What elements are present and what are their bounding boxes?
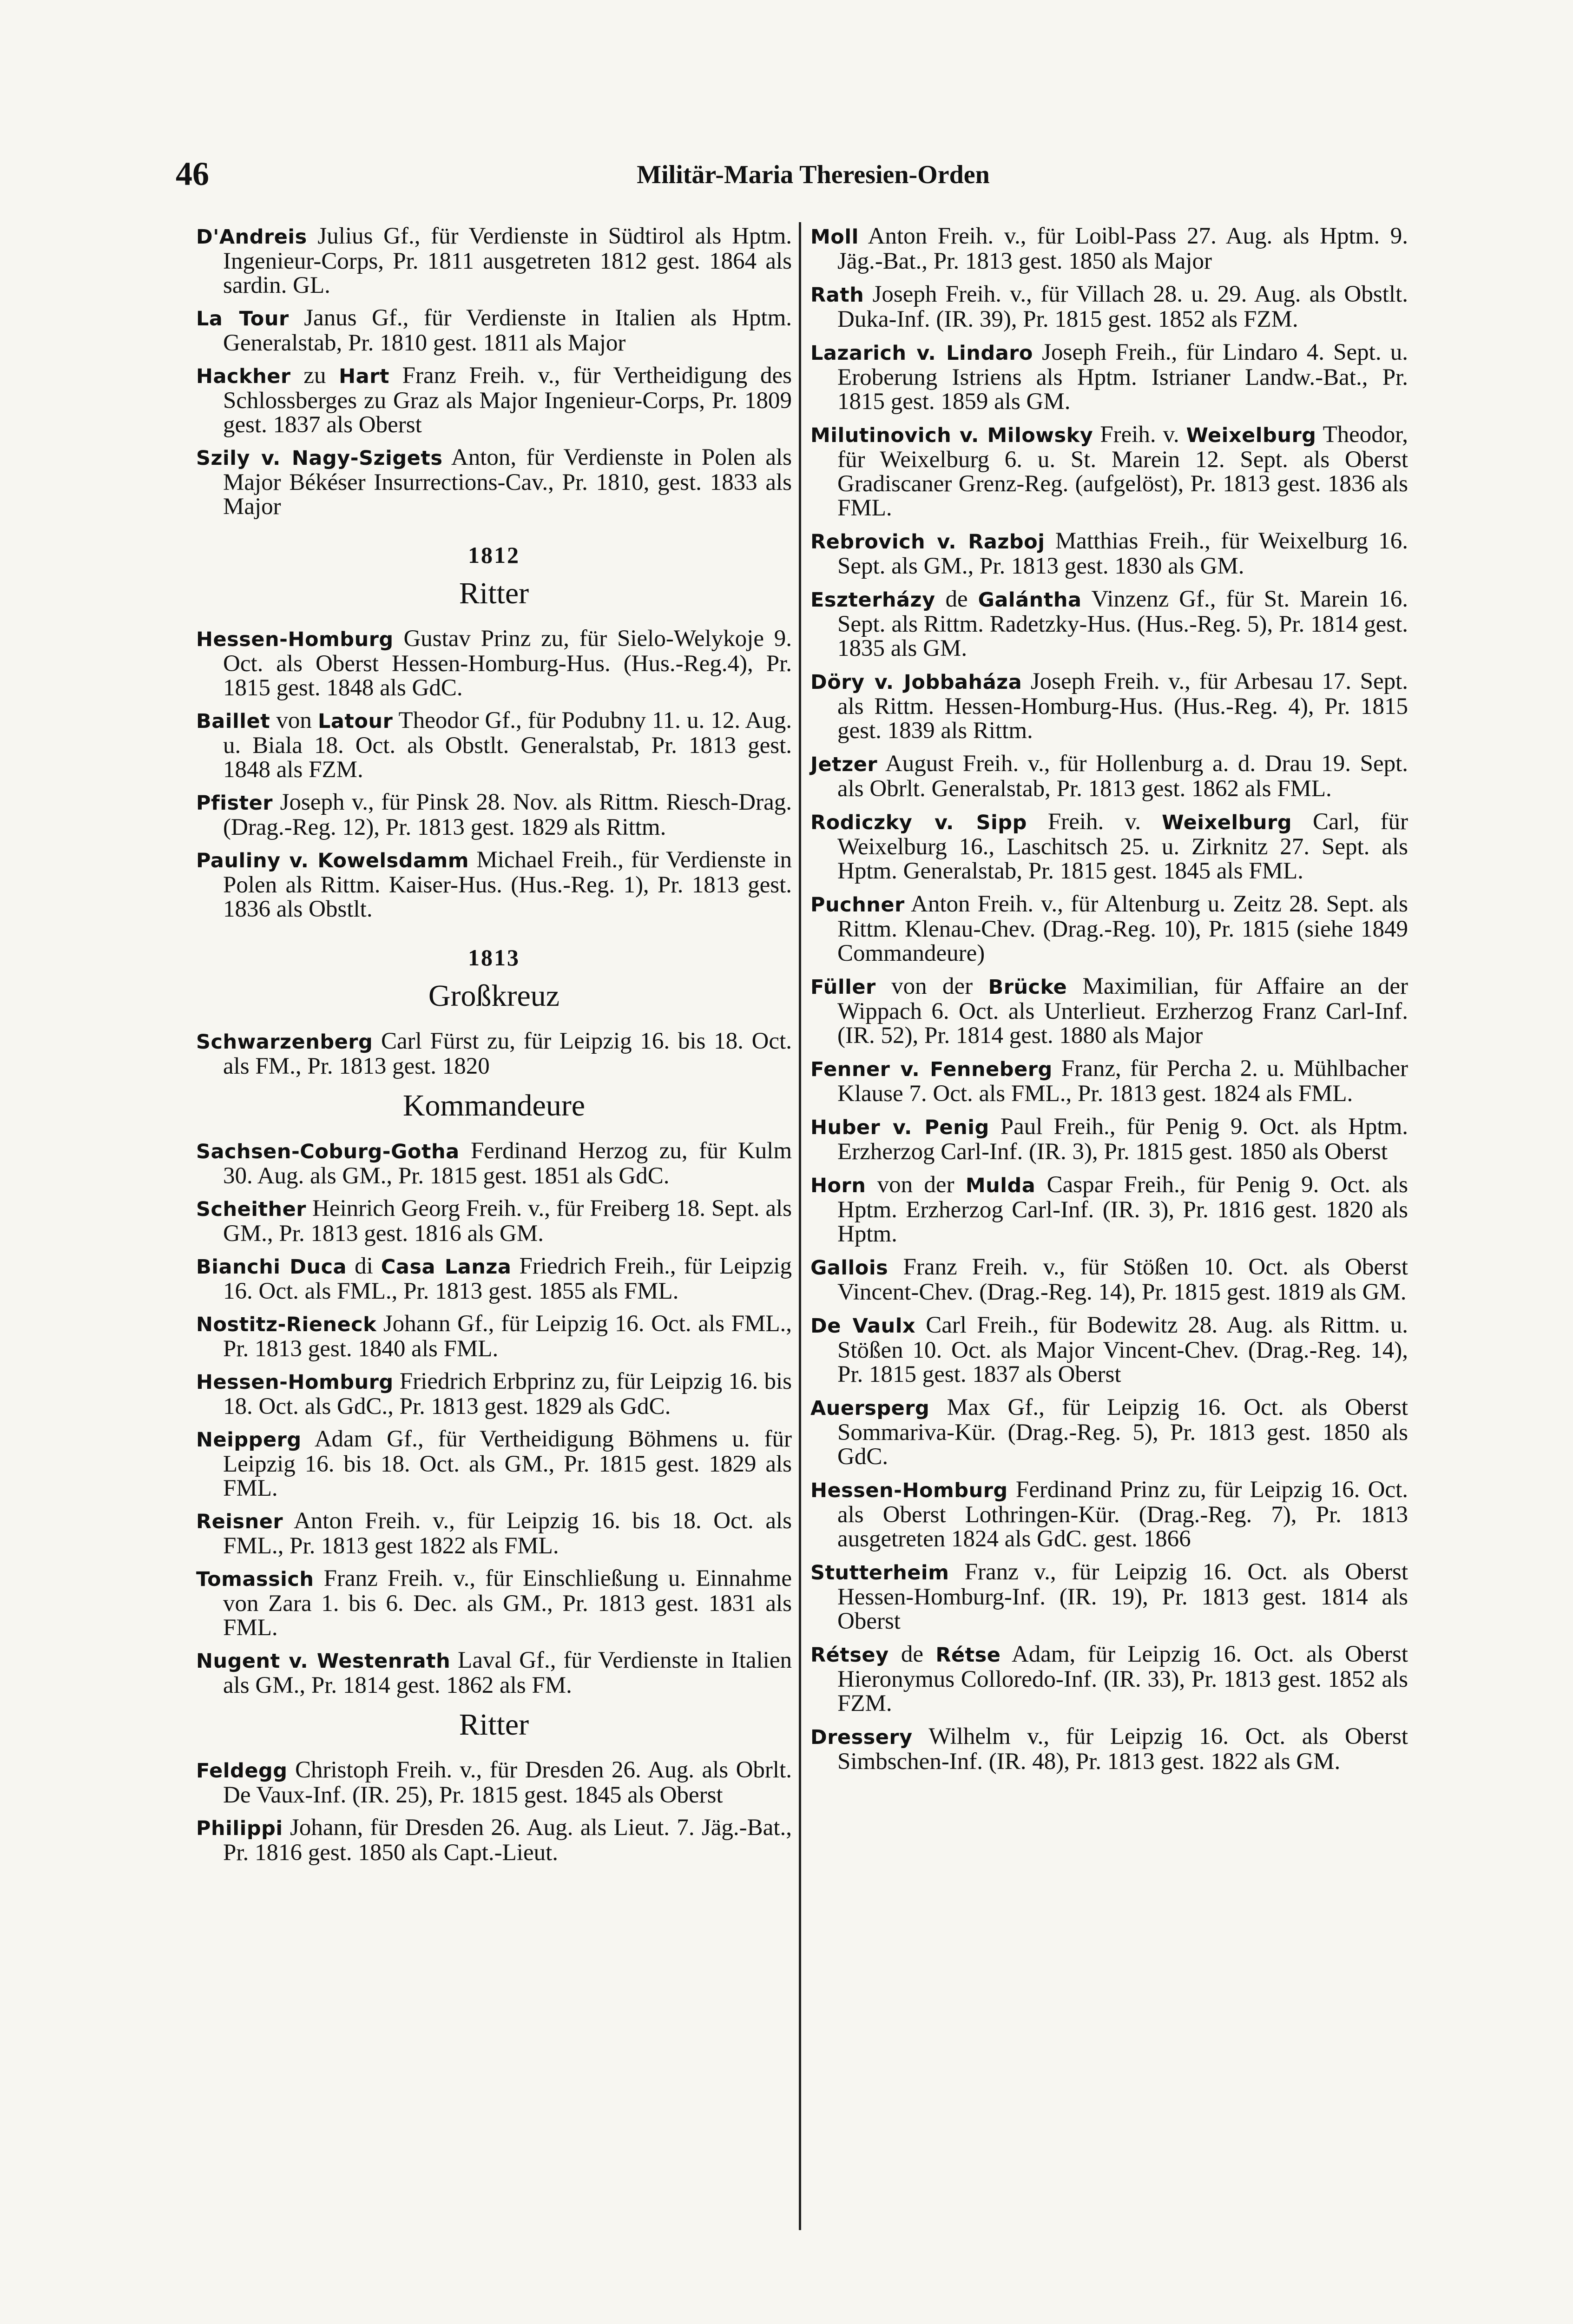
entry-name: Dressery bbox=[810, 1726, 913, 1749]
entry-name: Rétse bbox=[935, 1644, 1001, 1667]
entry-text: Franz, für Percha 2. u. Mühlbacher Klause 7. Oct. als FML., Pr. 1813 gest. 1824 als FML. bbox=[837, 1056, 1408, 1107]
entry-text: Maximilian, für Affaire an der Wippach 6. Oct. als Unterlieut. Erzherzog Franz Carl-Inf. (IR. 52), Pr. 1814 gest. 1880 als Major bbox=[837, 973, 1408, 1049]
section-heading-grosskreuz: Großkreuz bbox=[428, 979, 560, 1013]
page-number: 46 bbox=[176, 155, 209, 192]
order-entry bbox=[196, 848, 792, 921]
entry-text: Adam Gf., für Vertheidigung Böhmens u. für Leipzig 16. bis 18. Oct. als GM., Pr. 1815 gest. 1829 als FML. bbox=[223, 1426, 792, 1501]
entry-group-grosskreuz bbox=[196, 1029, 792, 1078]
entry-name: Rebrovich v. Razboj bbox=[810, 530, 1045, 554]
order-entry bbox=[196, 627, 792, 700]
entry-text: Caspar Freih., für Penig 9. Oct. als Hptm. Erzherzog Carl-Inf. (IR. 3), Pr. 1816 gest. 1820 als Hptm. bbox=[837, 1172, 1408, 1247]
order-entry bbox=[810, 423, 1408, 520]
right-column bbox=[810, 224, 1408, 1783]
order-entry bbox=[196, 1139, 792, 1188]
entry-text: Franz v., für Leipzig 16. Oct. als Oberst Hessen-Homburg-Inf. (IR. 19), Pr. 1813 gest. 1814 als Oberst bbox=[837, 1559, 1408, 1634]
entry-text: Friedrich Erbprinz zu, für Leipzig 16. bis 18. Oct. als GdC., Pr. 1813 gest. 1829 als GdC. bbox=[223, 1368, 792, 1419]
order-entry bbox=[196, 224, 792, 297]
order-entry bbox=[810, 1173, 1408, 1246]
entry-name: Jetzer bbox=[810, 753, 878, 776]
order-entry bbox=[196, 1648, 792, 1697]
entry-text: Friedrich Freih., für Leipzig 16. Oct. als FML., Pr. 1813 gest. 1855 als FML. bbox=[223, 1253, 792, 1304]
entry-name: Horn bbox=[810, 1174, 866, 1197]
entry-name: Casa Lanza bbox=[381, 1255, 512, 1279]
entry-group-ritter-1812 bbox=[196, 627, 792, 921]
entry-text: von der bbox=[875, 973, 988, 999]
entry-text: di bbox=[347, 1253, 381, 1279]
entry-text: Max Gf., für Leipzig 16. Oct. als Oberst Sommariva-Kür. (Drag.-Reg. 5), Pr. 1813 gest. 1850 als GdC. bbox=[837, 1394, 1408, 1470]
entry-name: Eszterházy bbox=[810, 588, 935, 612]
entry-name: Brücke bbox=[988, 976, 1067, 999]
order-entry bbox=[810, 529, 1408, 578]
order-entry bbox=[810, 1642, 1408, 1716]
entry-text: Anton, für Verdienste in Polen als Major Békéser Insurrections-Cav., Pr. 1810, gest. 1833 als Major bbox=[223, 444, 792, 520]
order-entry bbox=[196, 363, 792, 437]
entry-name: Hackher bbox=[196, 365, 291, 388]
order-entry bbox=[810, 752, 1408, 801]
entry-name: Fenner v. Fenneberg bbox=[810, 1058, 1053, 1081]
year-heading-1813: 1813 bbox=[468, 944, 520, 971]
entry-name: Galántha bbox=[978, 588, 1082, 612]
entry-text: Anton Freih. v., für Leipzig 16. bis 18. Oct. als FML., Pr. 1813 gest 1822 als FML. bbox=[223, 1508, 792, 1559]
entry-text: August Freih. v., für Hollenburg a. d. Drau 19. Sept. als Obrlt. Generalstab, Pr. 1813 gest. 1862 als FML. bbox=[837, 751, 1408, 802]
order-entry bbox=[810, 810, 1408, 883]
entry-name: Rétsey bbox=[810, 1644, 889, 1667]
entry-text: Anton Freih. v., für Altenburg u. Zeitz 28. Sept. als Rittm. Klenau-Chev. (Drag.-Reg. 10), Pr. 1815 (siehe 1849 Commandeure) bbox=[837, 891, 1408, 966]
order-entry bbox=[196, 790, 792, 839]
section-heading-ritter-1813: Ritter bbox=[459, 1708, 529, 1742]
entry-name: Rath bbox=[810, 284, 864, 307]
entry-group-ritter-1813 bbox=[196, 1758, 792, 1865]
entry-text: Franz Freih. v., für Einschließung u. Einnahme von Zara 1. bis 6. Dec. als GM., Pr. 1813 gest. 1831 als FML. bbox=[223, 1565, 792, 1641]
order-entry bbox=[810, 974, 1408, 1048]
entry-name: Moll bbox=[810, 225, 859, 249]
entry-name: Latour bbox=[318, 710, 393, 733]
entry-name: Stutterheim bbox=[810, 1561, 949, 1585]
entry-name: Nugent v. Westenrath bbox=[196, 1650, 451, 1673]
entry-text: Vinzenz Gf., für St. Marein 16. Sept. als Rittm. Radetzky-Hus. (Hus.-Reg. 5), Pr. 1814 gest. 1835 als GM. bbox=[837, 586, 1408, 661]
entry-name: Nostitz-Rieneck bbox=[196, 1313, 377, 1336]
entry-text: Johann Gf., für Leipzig 16. Oct. als FML., Pr. 1813 gest. 1840 als FML. bbox=[223, 1311, 792, 1362]
entry-name: Bianchi Duca bbox=[196, 1255, 347, 1279]
entry-name: Hessen-Homburg bbox=[196, 1371, 394, 1394]
entry-name: Hessen-Homburg bbox=[810, 1479, 1008, 1502]
order-entry bbox=[810, 1395, 1408, 1469]
entry-text: Ferdinand Herzog zu, für Kulm 30. Aug. als GM., Pr. 1815 gest. 1851 als GdC. bbox=[223, 1138, 792, 1189]
order-entry bbox=[196, 708, 792, 782]
entry-text: Theodor, für Weixelburg 6. u. St. Marein 12. Sept. als Oberst Gradiscaner Grenz-Reg. (aufgelöst), Pr. 1813 gest. 1836 als FML. bbox=[837, 422, 1408, 521]
entry-text: Franz Freih. v., für Vertheidigung des Schlossberges zu Graz als Major Ingenieur-Corps, Pr. 1809 gest. 1837 als Oberst bbox=[223, 363, 792, 438]
entry-text: de bbox=[935, 586, 978, 612]
entry-text: Christoph Freih. v., für Dresden 26. Aug. als Obrlt. De Vaux-Inf. (IR. 25), Pr. 1815 gest. 1845 als Oberst bbox=[223, 1757, 792, 1808]
section-heading-kommandeure: Kommandeure bbox=[402, 1089, 586, 1122]
entry-text: Carl Freih., für Bodewitz 28. Aug. als Rittm. u. Stößen 10. Oct. als Major Vincent-Chev. (Drag.-Reg. 14), Pr. 1815 gest. 1837 als Oberst bbox=[837, 1312, 1408, 1387]
column-divider bbox=[799, 222, 801, 2230]
entry-name: Milutinovich v. Milowsky bbox=[810, 424, 1093, 447]
order-entry bbox=[810, 1255, 1408, 1304]
order-entry bbox=[810, 1478, 1408, 1551]
order-entry bbox=[196, 1369, 792, 1419]
order-entry bbox=[196, 1566, 792, 1640]
order-entry bbox=[196, 1254, 792, 1303]
left-column bbox=[196, 224, 792, 1873]
order-entry bbox=[196, 1312, 792, 1361]
order-entry bbox=[810, 587, 1408, 660]
entry-name: Gallois bbox=[810, 1256, 889, 1280]
entry-text: Carl Fürst zu, für Leipzig 16. bis 18. Oct. als FM., Pr. 1813 gest. 1820 bbox=[223, 1028, 792, 1079]
entry-name: De Vaulx bbox=[810, 1314, 916, 1338]
entry-name: Baillet bbox=[196, 710, 270, 733]
entry-text: Ferdinand Prinz zu, für Leipzig 16. Oct. als Oberst Lothringen-Kür. (Drag.-Reg. 7), Pr. 1813 ausgetreten 1824 als GdC. gest. 1866 bbox=[837, 1477, 1408, 1552]
entry-name: Sachsen-Coburg-Gotha bbox=[196, 1140, 460, 1163]
entry-name: Huber v. Penig bbox=[810, 1116, 989, 1139]
entry-name: Rodiczky v. Sipp bbox=[810, 811, 1027, 834]
entry-name: Feldegg bbox=[196, 1759, 288, 1783]
entry-name: Lazarich v. Lindaro bbox=[810, 342, 1033, 365]
entry-name: Füller bbox=[810, 976, 876, 999]
entry-name: Hessen-Homburg bbox=[196, 628, 394, 651]
entry-group-kommandeure bbox=[196, 1139, 792, 1697]
entry-text: Matthias Freih., für Weixelburg 16. Sept. als GM., Pr. 1813 gest. 1830 als GM. bbox=[837, 528, 1408, 579]
entry-name: La Tour bbox=[196, 307, 289, 330]
entry-text: Paul Freih., für Penig 9. Oct. als Hptm. Erzherzog Carl-Inf. (IR. 3), Pr. 1815 gest. 1850 als Oberst bbox=[837, 1114, 1408, 1165]
order-entry bbox=[196, 1758, 792, 1807]
entry-text: Janus Gf., für Verdienste in Italien als Hptm. Generalstab, Pr. 1810 gest. 1811 als Major bbox=[223, 305, 792, 356]
entry-text: Julius Gf., für Verdienste in Südtirol als Hptm. Ingenieur-Corps, Pr. 1811 ausgetreten 1812 gest. 1864 als sardin. GL. bbox=[223, 223, 792, 298]
entry-text: Gustav Prinz zu, für Sielo-Welykoje 9. Oct. als Oberst Hessen-Homburg-Hus. (Hus.-Reg.4), Pr. 1815 gest. 1848 als GdC. bbox=[223, 626, 792, 701]
entry-text: Theodor Gf., für Podubny 11. u. 12. Aug. u. Biala 18. Oct. als Obstlt. Generalstab, Pr. 1813 gest. 1848 als FZM. bbox=[223, 707, 792, 783]
order-entry bbox=[196, 306, 792, 355]
order-entry bbox=[810, 1056, 1408, 1106]
entry-text: Freih. v. bbox=[1027, 809, 1162, 835]
entry-text: Wilhelm v., für Leipzig 16. Oct. als Oberst Simbschen-Inf. (IR. 48), Pr. 1813 gest. 1822 als GM. bbox=[837, 1723, 1408, 1775]
order-entry bbox=[810, 282, 1408, 331]
entry-text: Carl, für Weixelburg 16., Laschitsch 25. u. Zirknitz 27. Sept. als Hptm. Generalstab, Pr. 1815 gest. 1845 als FML. bbox=[837, 809, 1408, 884]
order-entry bbox=[196, 1509, 792, 1558]
entry-name: Szily v. Nagy-Szigets bbox=[196, 447, 443, 470]
entry-name: Döry v. Jobbaháza bbox=[810, 671, 1022, 694]
order-entry bbox=[810, 892, 1408, 965]
entry-text: Anton Freih. v., für Loibl-Pass 27. Aug. als Hptm. 9. Jäg.-Bat., Pr. 1813 gest. 1850 als Major bbox=[837, 223, 1408, 274]
entry-text: Freih. v. bbox=[1093, 422, 1186, 448]
entry-text: Joseph v., für Pinsk 28. Nov. als Rittm. Riesch-Drag. (Drag.-Reg. 12), Pr. 1813 gest. 1829 als Rittm. bbox=[223, 789, 792, 840]
entry-name: Pauliny v. Kowelsdamm bbox=[196, 849, 469, 872]
entry-text: Joseph Freih. v., für Villach 28. u. 29. Aug. als Obstlt. Duka-Inf. (IR. 39), Pr. 1815 gest. 1852 als FZM. bbox=[837, 281, 1408, 332]
order-entry bbox=[810, 1724, 1408, 1774]
entry-name: D'Andreis bbox=[196, 225, 307, 249]
entry-text: Joseph Freih. v., für Arbesau 17. Sept. als Rittm. Hessen-Homburg-Hus. (Hus.-Reg. 4), Pr. 1815 gest. 1839 als Rittm. bbox=[837, 668, 1408, 744]
entry-name: Puchner bbox=[810, 893, 905, 917]
entry-name: Philippi bbox=[196, 1817, 283, 1840]
order-entry bbox=[810, 1115, 1408, 1164]
entry-text: von bbox=[270, 707, 318, 733]
entry-text: zu bbox=[290, 363, 339, 389]
entry-name: Schwarzenberg bbox=[196, 1030, 373, 1054]
order-entry bbox=[196, 1427, 792, 1500]
order-entry bbox=[810, 1560, 1408, 1633]
entry-text: Franz Freih. v., für Stößen 10. Oct. als Oberst Vincent-Chev. (Drag.-Reg. 14), Pr. 1815 gest. 1819 als GM. bbox=[837, 1254, 1408, 1305]
running-title: Militär-Maria Theresien-Orden bbox=[637, 160, 990, 189]
order-entry bbox=[196, 1029, 792, 1078]
order-entry bbox=[196, 1196, 792, 1246]
year-heading-1812: 1812 bbox=[468, 542, 520, 568]
order-entry bbox=[810, 1313, 1408, 1386]
order-entry bbox=[810, 669, 1408, 743]
entry-text: Joseph Freih., für Lindaro 4. Sept. u. Eroberung Istriens als Hptm. Istrianer Landw.-Bat., Pr. 1815 gest. 1859 als GM. bbox=[837, 339, 1408, 415]
order-entry bbox=[810, 224, 1408, 273]
entry-name: Mulda bbox=[965, 1174, 1036, 1197]
entry-name: Neipperg bbox=[196, 1428, 302, 1452]
entry-name: Auersperg bbox=[810, 1397, 930, 1420]
order-entry bbox=[196, 1816, 792, 1865]
entry-text: Adam, für Leipzig 16. Oct. als Oberst Hieronymus Colloredo-Inf. (IR. 33), Pr. 1813 gest. 1852 als FZM. bbox=[837, 1641, 1408, 1717]
entry-name: Hart bbox=[339, 365, 389, 388]
entry-name: Pfister bbox=[196, 792, 273, 815]
section-heading-ritter-1812: Ritter bbox=[459, 576, 529, 610]
order-entry bbox=[810, 340, 1408, 414]
entry-text: Laval Gf., für Verdienste in Italien als GM., Pr. 1814 gest. 1862 als FM. bbox=[223, 1647, 792, 1698]
order-entry bbox=[196, 445, 792, 519]
entry-text: Heinrich Georg Freih. v., für Freiberg 18. Sept. als GM., Pr. 1813 gest. 1816 als GM. bbox=[223, 1195, 792, 1247]
entry-group-1811 bbox=[196, 224, 792, 519]
entry-name: Weixelburg bbox=[1186, 424, 1316, 447]
entry-name: Scheither bbox=[196, 1198, 307, 1221]
entry-text: von der bbox=[866, 1172, 966, 1198]
entry-name: Reisner bbox=[196, 1510, 283, 1533]
entry-text: Johann, für Dresden 26. Aug. als Lieut. 7. Jäg.-Bat., Pr. 1816 gest. 1850 als Capt.-Lieut. bbox=[223, 1815, 792, 1866]
entry-name: Tomassich bbox=[196, 1568, 314, 1591]
entry-text: Michael Freih., für Verdienste in Polen als Rittm. Kaiser-Hus. (Hus.-Reg. 1), Pr. 1813 gest. 1836 als Obstlt. bbox=[223, 847, 792, 922]
entry-text: de bbox=[889, 1641, 936, 1667]
entry-group-right bbox=[810, 224, 1408, 1774]
entry-name: Weixelburg bbox=[1162, 811, 1292, 834]
